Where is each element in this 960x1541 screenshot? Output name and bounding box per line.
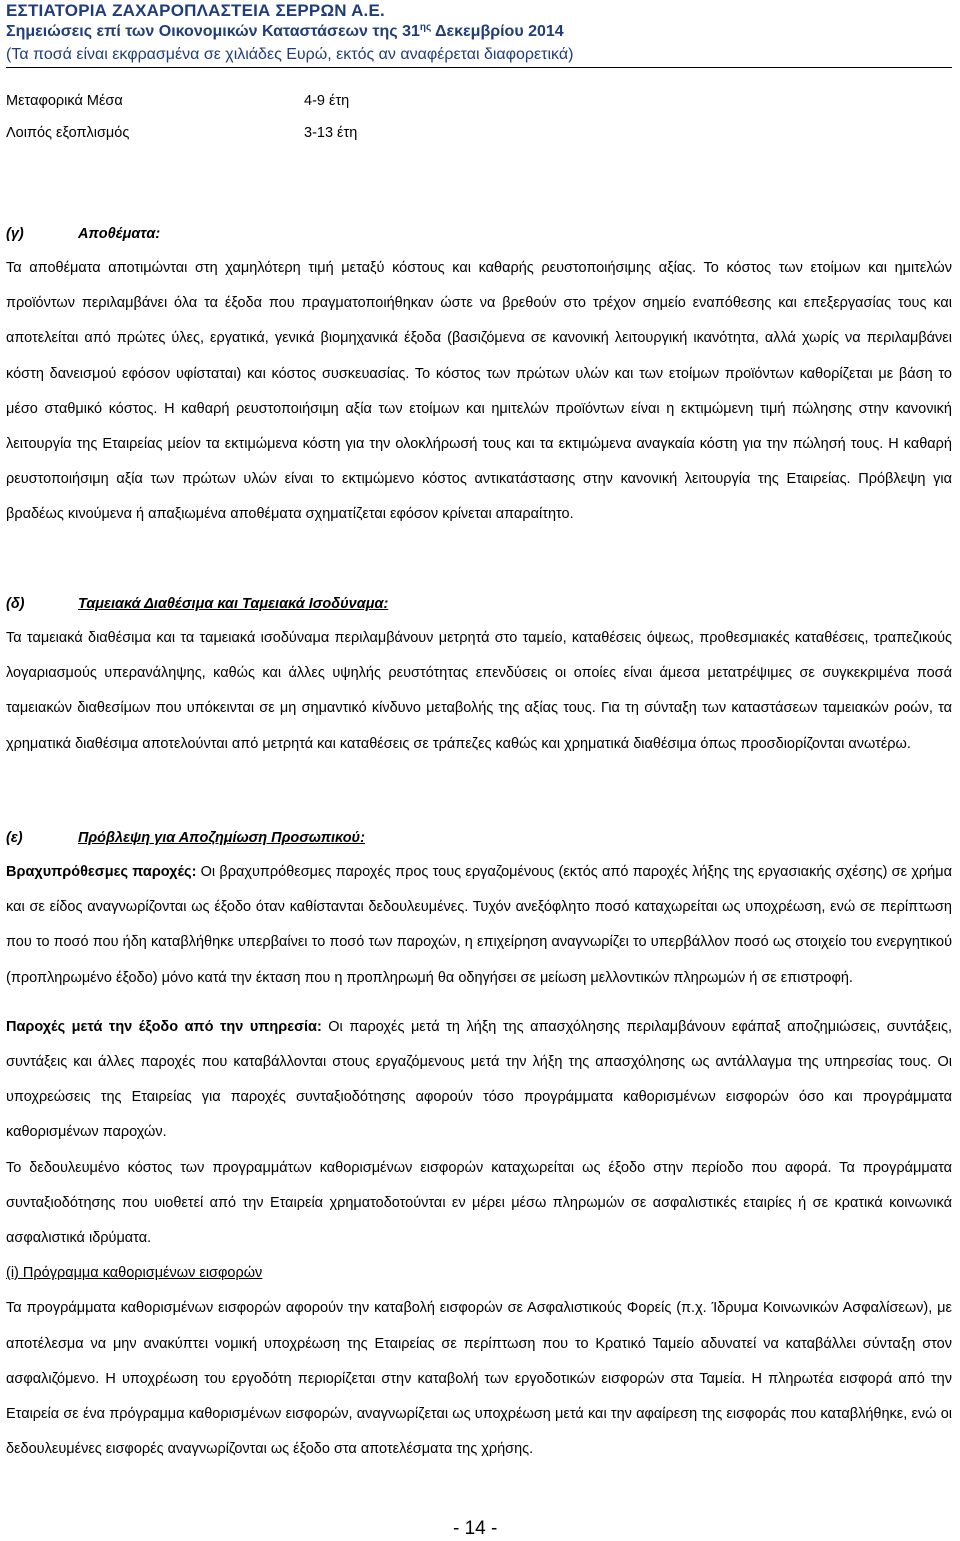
short-term-text: Οι βραχυπρόθεσμες παροχές προς τους εργαζομένους (εκτός από παροχές λήξης της εργασιακής σχέσης) σε χρήμα και σε είδος αναγνωρίζονται ως έξοδο όταν καθίστανται δεδουλευμένες. Τυχόν ανεξόφλητο ποσό καταχωρείται ως υποχρέωση, ενώ σε περίπτωση που το ποσό που ήδη καταβλήθηκε υπερβαίνει το ποσό των παροχών, η επιχείρηση αναγνωρίζει το υπερβάλλον ποσό ως στοιχείο του ενεργητικού (προπληρωμένο έξοδο) μόνο κατά την έκταση που η προπληρωμή θα οδηγήσει σε μείωση μελλοντικών πληρωμών ή σε επιστροφή. bbox=[6, 864, 952, 986]
asset-label: Λοιπός εξοπλισμός bbox=[6, 125, 130, 141]
spacer bbox=[6, 996, 952, 1010]
useful-life: 4-9 έτη bbox=[304, 93, 350, 109]
header-divider bbox=[6, 67, 952, 68]
section-employee-benefits bbox=[6, 826, 952, 1467]
section-letter: (γ) bbox=[6, 226, 24, 242]
subtitle-text: Σημειώσεις επί των Οικονομικών Καταστάσεων της 31 bbox=[6, 23, 420, 40]
section-heading bbox=[6, 826, 952, 850]
short-term-label: Βραχυπρόθεσμες παροχές: bbox=[6, 864, 197, 880]
asset-label: Μεταφορικά Μέσα bbox=[6, 93, 123, 109]
section-heading bbox=[6, 222, 952, 246]
document-subtitle bbox=[6, 21, 952, 44]
depreciation-table bbox=[6, 90, 606, 154]
section-heading bbox=[6, 592, 952, 616]
useful-life: 3-13 έτη bbox=[304, 125, 358, 141]
section-title: Αποθέματα: bbox=[78, 226, 161, 242]
section-title: Ταμειακά Διαθέσιμα και Ταμειακά Ισοδύναμα: bbox=[78, 596, 389, 612]
subsection-title: (i) Πρόγραμμα καθορισμένων εισφορών bbox=[6, 1265, 263, 1282]
section-inventories bbox=[6, 222, 952, 533]
post-employment-label: Παροχές μετά την έξοδο από την υπηρεσία: bbox=[6, 1018, 322, 1035]
inventories-paragraph: Τα αποθέματα αποτιμώνται στη χαμηλότερη τιμή μεταξύ κόστους και καθαρής ρευστοποιήσιμης αξίας. Το κόστος των ετοίμων και ημιτελών προϊόντων περιλαμβάνει όλα τα έξοδα που πραγματοποιήθηκαν ώστε να βρεθούν στο τρέχον σημείο εναπόθεσης και επεξεργασίας τους και αποτελείται από πρώτες ύλες, εργατικά, γενικά βιομηχανικά έξοδα (βασιζόμενα σε κανονική λειτουργική ικανότητα, αλλά χωρίς να περιλαμβάνει κόστη δανεισμού εφόσον υφίσταται) και κόστος συσκευασίας. Το κόστος των πρώτων υλών και των ετοίμων προϊόντων καθορίζεται με βάση το μέσο σταθμικό κόστος. Η καθαρή ρευστοποιήσιμη αξία των ετοίμων και ημιτελών προϊόντων είναι η εκτιμώμενη τιμή πώλησης στην κανονική λειτουργία της Εταιρείας μείον τα εκτιμώμενα κόστη για την ολοκλήρωσή τους και τα εκτιμώμενα αναγκαία κόστη για την πώλησή τους. Η καθαρή ρευστοποιήσιμη αξία των πρώτων υλών είναι το εκτιμώμενο κόστος αντικατάστασης στην κανονική λειτουργία της Εταιρείας. Πρόβλεψη για βραδέως κινούμενα ή απαξιωμένα αποθέματα σχηματίζεται εφόσον κρίνεται απαραίτητο. bbox=[6, 260, 952, 523]
section-letter: (ε) bbox=[6, 830, 23, 846]
depreciation-row bbox=[6, 90, 606, 122]
post-employment-paragraph bbox=[6, 1010, 952, 1151]
section-title: Πρόβλεψη για Αποζημίωση Προσωπικού: bbox=[78, 830, 365, 846]
document-page bbox=[6, 0, 953, 1458]
short-term-paragraph bbox=[6, 855, 952, 996]
defined-contribution-paragraph: Τα προγράμματα καθορισμένων εισφορών αφορούν την καταβολή εισφορών σε Ασφαλιστικούς Φορείς (π.χ. Ίδρυμα Κοινωνικών Ασφαλίσεων), με αποτέλεσμα να μην ανακύπτει νομική υποχρέωση της Εταιρείας σε περίπτωση που το Κρατικό Ταμείο αδυνατεί να καταβάλλει σύνταξη στον ασφαλιζόμενο. Η υποχρέωση του εργοδότη περιορίζεται στην καταβολή των εργοδοτικών εισφορών στα Ταμεία. Η πληρωτέα εισφορά από την Εταιρεία σε ένα πρόγραμμα καθορισμένων εισφορών, αναγνωρίζεται ως υποχρέωση μετά και την αφαίρεση της εισφοράς που καταβλήθηκε, ενώ οι δεδουλευμένες εισφορές αναγνωρίζονται ως έξοδο στα αποτελέσματα της χρήσης. bbox=[6, 1300, 952, 1458]
depreciation-row bbox=[6, 122, 606, 154]
accrued-cost-paragraph: Το δεδουλευμένο κόστος των προγραμμάτων καθορισμένων εισφορών καταχωρείται ως έξοδο στην περίοδο που αφορά. Τα προγράμματα συνταξιοδότησης που υιοθετεί από την Εταιρεία χρηματοδοτούνται εν μέρει μέσω πληρωμών σε ασφαλιστικές εταιρίες ή σε κρατικά κοινωνικά ασφαλιστικά ιδρύματα. bbox=[6, 1159, 952, 1247]
company-name: ΕΣΤΙΑΤΟΡΙΑ ΖΑΧΑΡΟΠΛΑΣΤΕΙΑ ΣΕΡΡΩΝ Α.Ε. bbox=[6, 1, 385, 20]
section-cash bbox=[6, 592, 952, 762]
amounts-note: (Τα ποσά είναι εκφρασμένα σε χιλιάδες Ευρώ, εκτός αν αναφέρεται διαφορετικά) bbox=[6, 46, 574, 63]
subtitle-superscript: ης bbox=[419, 22, 432, 33]
post-employment-text: Οι παροχές μετά τη λήξη της απασχόλησης περιλαμβάνουν εφάπαξ αποζημιώσεις, συντάξεις, συντάξεις και άλλες παροχές που καταβάλλονται στους εργαζόμενους μετά την λήξη της απασχόλησης ως αντάλλαγμα της υπηρεσίας τους. Οι υποχρεώσεις της Εταιρείας για παροχές συνταξιοδότησης αφορούν τόσο προγράμματα καθορισμένων εισφορών όσο και προγράμματα καθορισμένων παροχών. bbox=[6, 1018, 953, 1141]
subtitle-date: Δεκεμβρίου 2014 bbox=[431, 23, 564, 40]
cash-paragraph: Τα ταμειακά διαθέσιμα και τα ταμειακά ισοδύναμα περιλαμβάνουν μετρητά στο ταμείο, καταθέσεις όψεως, προθεσμιακές καταθέσεις, τραπεζικούς λογαριασμούς υπερανάληψης, καθώς και άλλες υψηλής ρευστότητας επενδύσεις οι οποίες είναι άμεσα μετατρέψιμες σε συγκεκριμένα ποσά ταμειακών διαθεσίμων που υπόκεινται σε μη σημαντικό κίνδυνο μεταβολής της αξίας τους. Για τη σύνταξη των καταστάσεων ταμειακών ροών, τα χρηματικά διαθέσιμα αποτελούνται από μετρητά και καταθέσεις σε τράπεζες καθώς και χρηματικά διαθέσιμα όπως προσδιορίζονται ανωτέρω. bbox=[6, 630, 952, 752]
section-letter: (δ) bbox=[6, 596, 25, 612]
page-number: - 14 - bbox=[453, 1518, 498, 1539]
